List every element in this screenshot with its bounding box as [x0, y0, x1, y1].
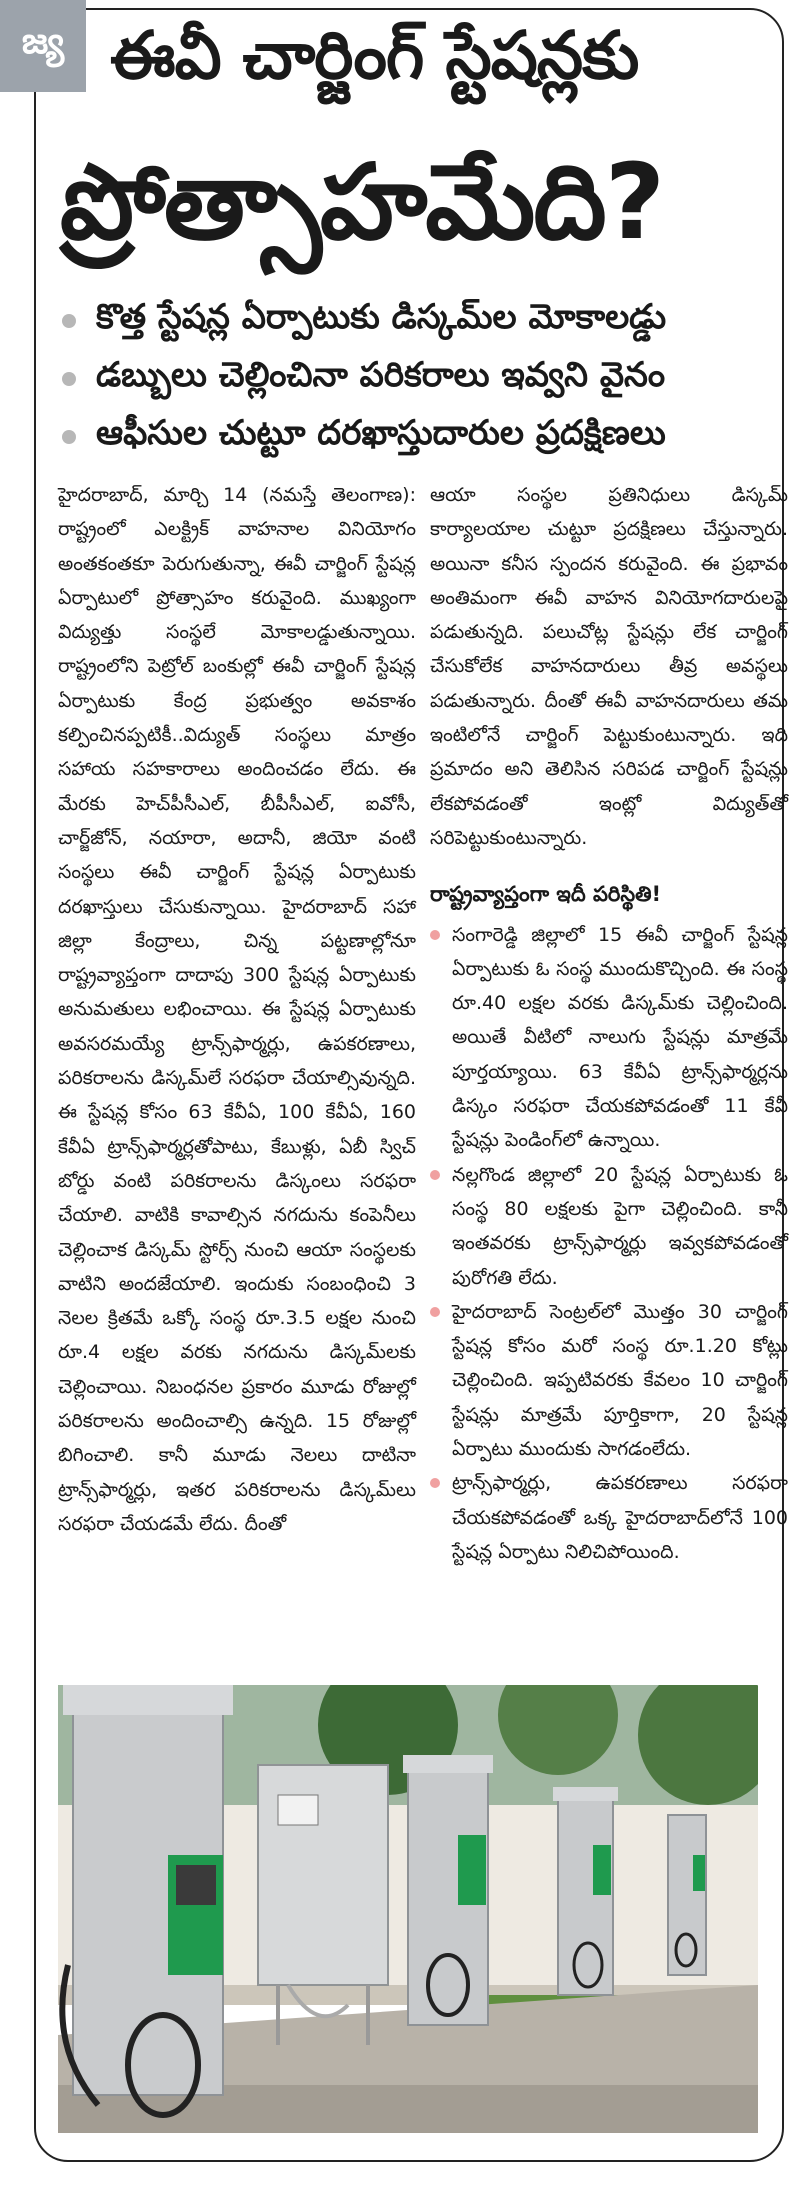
- point-text: నల్లగొండ జిల్లాలో 20 స్టేషన్ల ఏర్పాటుకు ఓ సంస్థ 80 లక్షలకు పైగా చెల్లించింది. కానీ ఇంతవరకు ట్రాన్స్‌ఫార్మర్లు ఇవ్వకపోవడంతో పురోగతి లేదు.: [452, 1163, 788, 1289]
- summary-bullet: [52, 350, 772, 408]
- article-right-column: [430, 478, 788, 1569]
- summary-bullet-text: కొత్త స్టేషన్ల ఏర్పాటుకు డిస్కమ్‌ల మోకాలడ్డు: [96, 297, 667, 337]
- point-dot-icon: [430, 1170, 440, 1180]
- summary-bullet-text: ఆఫీసుల చుట్టూ దరఖాస్తుదారుల ప్రదక్షిణలు: [96, 413, 666, 453]
- bullet-dot-icon: [62, 372, 76, 386]
- section-badge: జ్య: [0, 0, 86, 92]
- article-left-column: [58, 478, 416, 1541]
- summary-bullet: [52, 292, 772, 350]
- summary-bullet: [52, 408, 772, 466]
- point-dot-icon: [430, 1307, 440, 1317]
- charging-stations-illustration: [58, 1685, 758, 2133]
- headline-line-1: ఈవీ చార్జింగ్ స్టేషన్లకు: [110, 17, 639, 94]
- bullet-dot-icon: [62, 430, 76, 444]
- point-dot-icon: [430, 930, 440, 940]
- summary-bullet-text: డబ్బులు చెల్లించినా పరికరాలు ఇవ్వని వైనం: [96, 355, 666, 395]
- article-body-left: హైదరాబాద్, మార్చి 14 (నమస్తే తెలంగాణ): రాష్ట్రంలో ఎలక్ట్రిక్ వాహనాల వినియోగం అంతకంతకూ పెరుగుతున్నా, ఈవీ చార్జింగ్ స్టేషన్ల ఏర్పాటులో ప్రోత్సాహం కరువైంది. ముఖ్యంగా విద్యుత్తు సంస్థలే మోకాలడ్డుతున్నాయి. రాష్ట్రంలోని పెట్రోల్ బంకుల్లో ఈవీ చార్జింగ్ స్టేషన్ల ఏర్పాటుకు కేంద్ర ప్రభుత్వం అవకాశం కల్పించినప్పటికీ..విద్యుత్ సంస్థలు మాత్రం సహాయ సహకారాలు అందించడం లేదు. ఈ మేరకు హెచ్‌పీసీఎల్, బీపీసీఎల్, ఐవోసీ, చార్జ్‌జోన్, నయారా, అదానీ, జియో వంటి సంస్థలు ఈవీ చార్జింగ్ స్టేషన్ల ఏర్పాటుకు దరఖాస్తులు చేసుకున్నాయి. హైదరాబాద్ సహా జిల్లా కేంద్రాలు, చిన్న పట్టణాల్లోనూ రాష్ట్రవ్యాప్తంగా దాదాపు 300 స్టేషన్ల ఏర్పాటుకు అనుమతులు లభించాయి. ఈ స్టేషన్ల ఏర్పాటుకు అవసరమయ్యే ట్రాన్స్‌ఫార్మర్లు, ఉపకరణాలు, పరికరాలను డిస్కమ్‌లే సరఫరా చేయాల్సివున్నది. ఈ స్టేషన్ల కోసం 63 కేవీఏ, 100 కేవీఏ, 160 కేవీఏ ట్రాన్స్‌ఫార్మర్లతోపాటు, కేబుళ్లు, ఏబీ స్విచ్ బోర్డు వంటి పరికరాలను డిస్కంలు సరఫరా చేయాలి. వాటికి కావాల్సిన నగదును కంపెనీలు చెల్లించాక డిస్కమ్ స్టోర్స్ నుంచి ఆయా సంస్థలకు వాటిని అందజేయాలి. ఇందుకు సంబంధించి 3 నెలల క్రితమే ఒక్కో సంస్థ రూ.3.5 లక్షల నుంచి రూ.4 లక్షల వరకు నగదును డిస్కమ్‌లకు చెల్లించాయి. నిబంధనల ప్రకారం మూడు రోజుల్లో పరికరాలను అందించాల్సి ఉన్నది. 15 రోజుల్లో బిగించాలి. కానీ మూడు నెలలు దాటినా ట్రాన్స్‌ఫార్మర్లు, ఇతర పరికరాలను డిస్కమ్‌లు సరఫరా చేయడమే లేదు. దీంతో: [58, 484, 416, 1535]
- point-text: ట్రాన్స్‌ఫార్మర్లు, ఉపకరణాలు సరఫరా చేయకపోవడంతో ఒక్క హైదరాబాద్‌లోనే 100 స్టేషన్ల ఏర్పాటు నిలిచిపోయింది.: [452, 1472, 788, 1563]
- statewide-point: [430, 918, 788, 1158]
- bullet-dot-icon: [62, 314, 76, 328]
- point-dot-icon: [430, 1478, 440, 1488]
- summary-bullets: [52, 292, 772, 466]
- point-text: సంగారెడ్డి జిల్లాలో 15 ఈవీ చార్జింగ్ స్టేషన్ల ఏర్పాటుకు ఓ సంస్థ ముందుకొచ్చింది. ఈ సంస్థ రూ.40 లక్షల వరకు డిస్కమ్‌కు చెల్లించింది. అయితే వీటిలో నాలుగు స్టేషన్లు మాత్రమే పూర్తయ్యాయి. 63 కేవీఏ ట్రాన్స్‌ఫార్మర్లను డిస్కం సరఫరా చేయకపోవడంతో 11 కేవీ స్టేషన్లు పెండింగ్‌లో ఉన్నాయి.: [452, 923, 788, 1152]
- statewide-subheading: రాష్ట్రవ్యాప్తంగా ఇదీ పరిస్థితి!: [430, 882, 662, 907]
- statewide-point: [430, 1295, 788, 1466]
- headline-line-2: ప్రోత్సాహమేది?: [60, 141, 664, 263]
- article-body-right: ఆయా సంస్థల ప్రతినిధులు డిస్కమ్ కార్యాలయాల చుట్టూ ప్రదక్షిణలు చేస్తున్నారు. అయినా కనీస స్పందన కరువైంది. ఈ ప్రభావం అంతిమంగా ఈవీ వాహన వినియోగదారులపై పడుతున్నది. పలుచోట్ల స్టేషన్లు లేక చార్జింగ్ చేసుకోలేక వాహనదారులు తీవ్ర అవస్థలు పడుతున్నారు. దీంతో ఈవీ వాహనదారులు తమ ఇంటిలోనే చార్జింగ్ పెట్టుకుంటున్నారు. ఇది ప్రమాదం అని తెలిసిన సరిపడ చార్జింగ్ స్టేషన్లు లేకపోవడంతో ఇంట్లో విద్యుత్‌తో సరిపెట్టుకుంటున్నారు.: [430, 484, 788, 849]
- ev-charging-stations-photo: [58, 1685, 758, 2133]
- statewide-point: [430, 1466, 788, 1569]
- statewide-point: [430, 1158, 788, 1295]
- point-text: హైదరాబాద్ సెంట్రల్‌లో మొత్తం 30 చార్జింగ్ స్టేషన్ల కోసం మరో సంస్థ రూ.1.20 కోట్లు చెల్లించింది. ఇప్పటివరకు కేవలం 10 చార్జింగ్ స్టేషన్లు మాత్రమే పూర్తికాగా, 20 స్టేషన్ల ఏర్పాటు ముందుకు సాగడంలేదు.: [452, 1300, 788, 1461]
